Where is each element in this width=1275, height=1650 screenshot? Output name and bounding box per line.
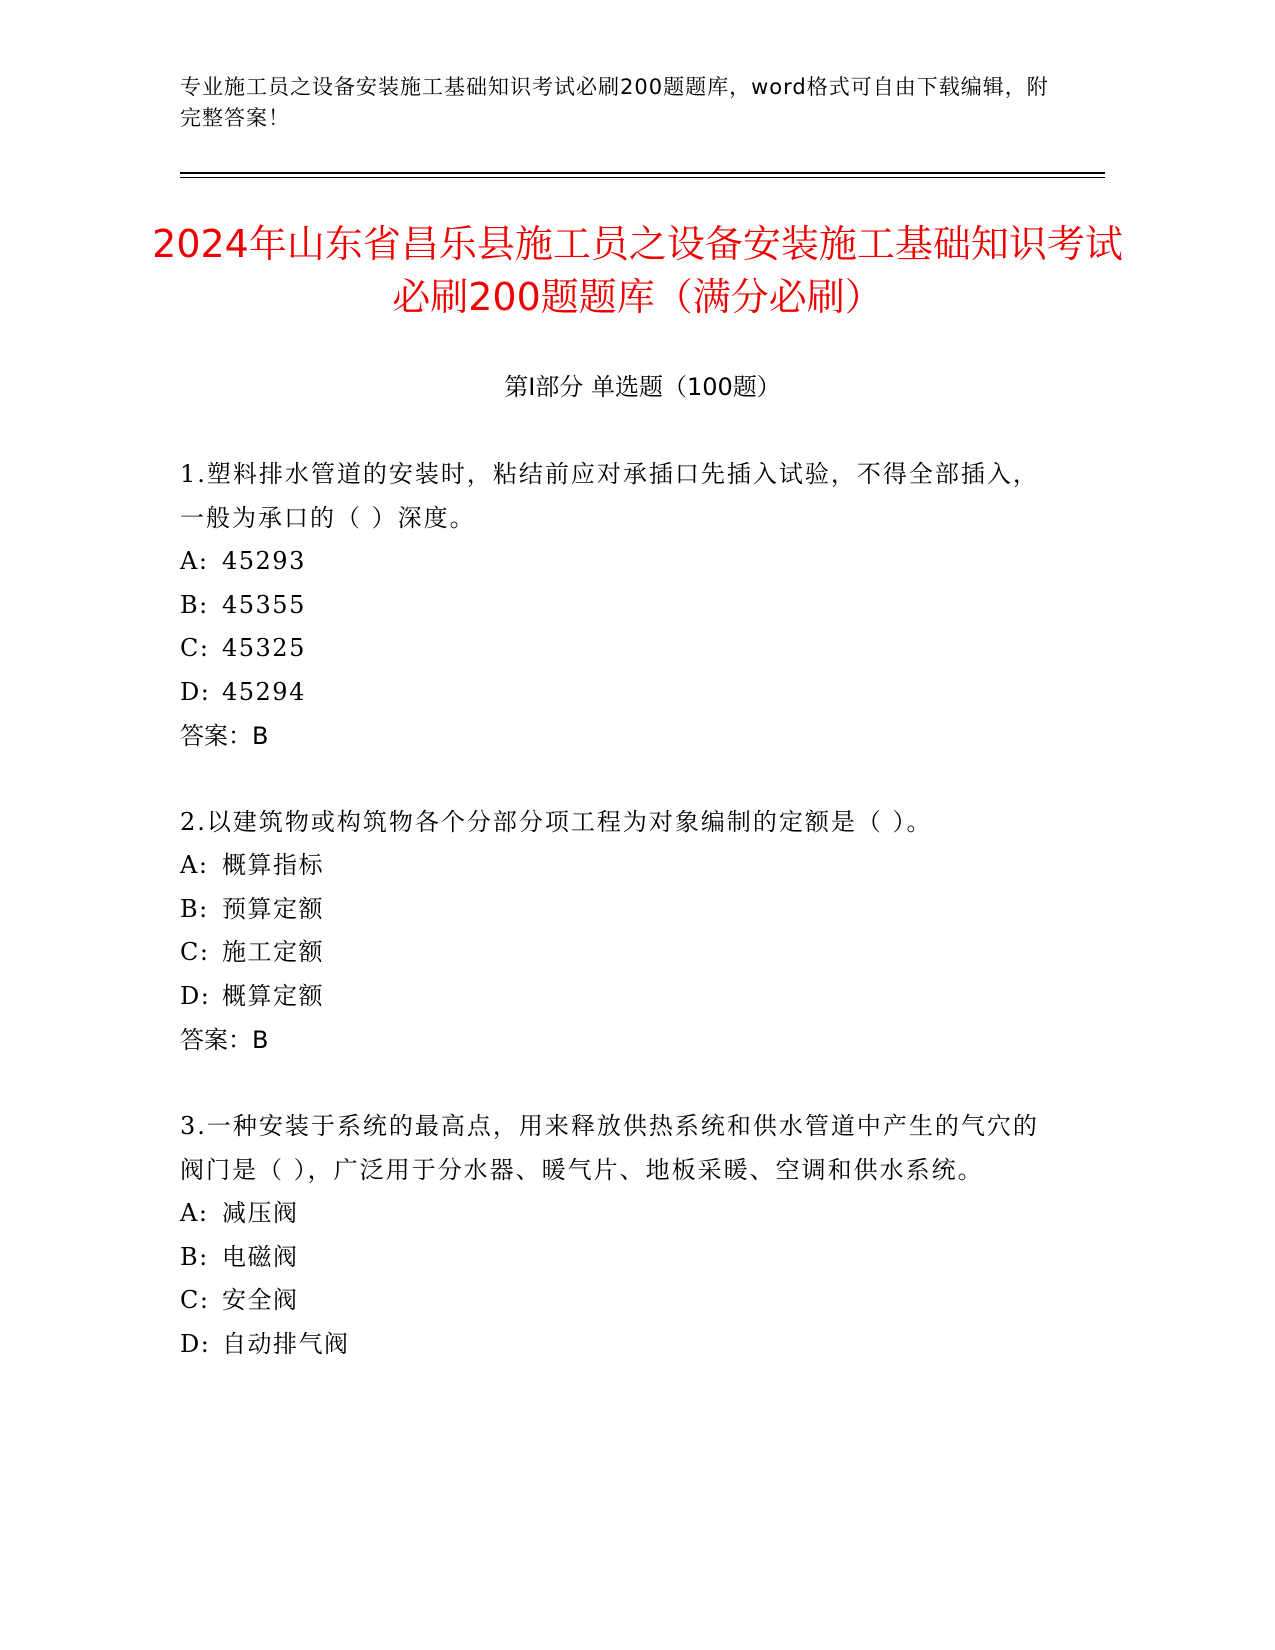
option-text: 概算定额: [222, 981, 324, 1010]
header-divider-thin: [180, 177, 1105, 178]
option-text: 45294: [222, 677, 306, 706]
header-divider-thick: [180, 172, 1105, 174]
question-list: [180, 452, 1040, 1408]
option-text: 45355: [222, 590, 306, 619]
option-text: 45293: [222, 547, 306, 575]
option-c: [180, 931, 1040, 975]
question-stem: 2.以建筑物或构筑物各个分部分项工程为对象编制的定额是（ ）。: [180, 808, 933, 836]
option-text: 预算定额: [222, 894, 324, 923]
option-b: [180, 1236, 1040, 1280]
document-title: 2024年山东省昌乐县施工员之设备安装施工基础知识考试必刷200题题库（满分必刷）: [152, 222, 1123, 319]
option-d: [180, 1323, 1040, 1367]
option-c: [180, 627, 1040, 671]
option-letter: C:: [180, 938, 210, 966]
option-text: 减压阀: [222, 1199, 299, 1227]
option-letter: A:: [180, 1199, 209, 1227]
option-letter: D:: [180, 1329, 211, 1358]
option-letter: D:: [180, 677, 211, 706]
option-letter: C:: [180, 634, 210, 662]
option-letter: C:: [180, 1286, 210, 1314]
question-2: [180, 800, 1040, 1062]
question-stem: 1.塑料排水管道的安装时，粘结前应对承插口先插入试验，不得全部插入，一般为承口的（ ）深度。: [180, 460, 1039, 532]
option-text: 施工定额: [222, 938, 324, 966]
option-text: 安全阀: [222, 1286, 299, 1314]
option-text: 45325: [222, 634, 306, 662]
option-a: [180, 844, 1040, 888]
option-d: [180, 671, 1040, 715]
option-text: 自动排气阀: [222, 1329, 350, 1358]
option-letter: B:: [180, 1242, 209, 1271]
option-text: 电磁阀: [222, 1242, 299, 1271]
question-1: [180, 452, 1040, 758]
option-c: [180, 1279, 1040, 1323]
option-letter: B:: [180, 590, 209, 619]
section-title: 第Ⅰ部分 单选题（100题）: [504, 373, 781, 401]
option-text: 概算指标: [222, 851, 324, 879]
option-a: [180, 540, 1040, 584]
answer-label: 答案：B: [180, 1026, 269, 1054]
option-b: [180, 584, 1040, 628]
option-letter: A:: [180, 547, 209, 575]
question-stem: 3.一种安装于系统的最高点，用来释放供热系统和供水管道中产生的气穴的阀门是（ ），广泛用于分水器、暖气片、地板采暖、空调和供水系统。: [180, 1112, 1039, 1184]
header-note: 专业施工员之设备安装施工基础知识考试必刷200题题库，word格式可自由下载编辑，附完整答案！: [180, 75, 1049, 130]
question-3: [180, 1104, 1040, 1366]
option-letter: D:: [180, 981, 211, 1010]
option-b: [180, 888, 1040, 932]
answer-label: 答案：B: [180, 722, 269, 750]
option-letter: B:: [180, 894, 209, 923]
option-d: [180, 975, 1040, 1019]
option-a: [180, 1192, 1040, 1236]
option-letter: A:: [180, 851, 209, 879]
